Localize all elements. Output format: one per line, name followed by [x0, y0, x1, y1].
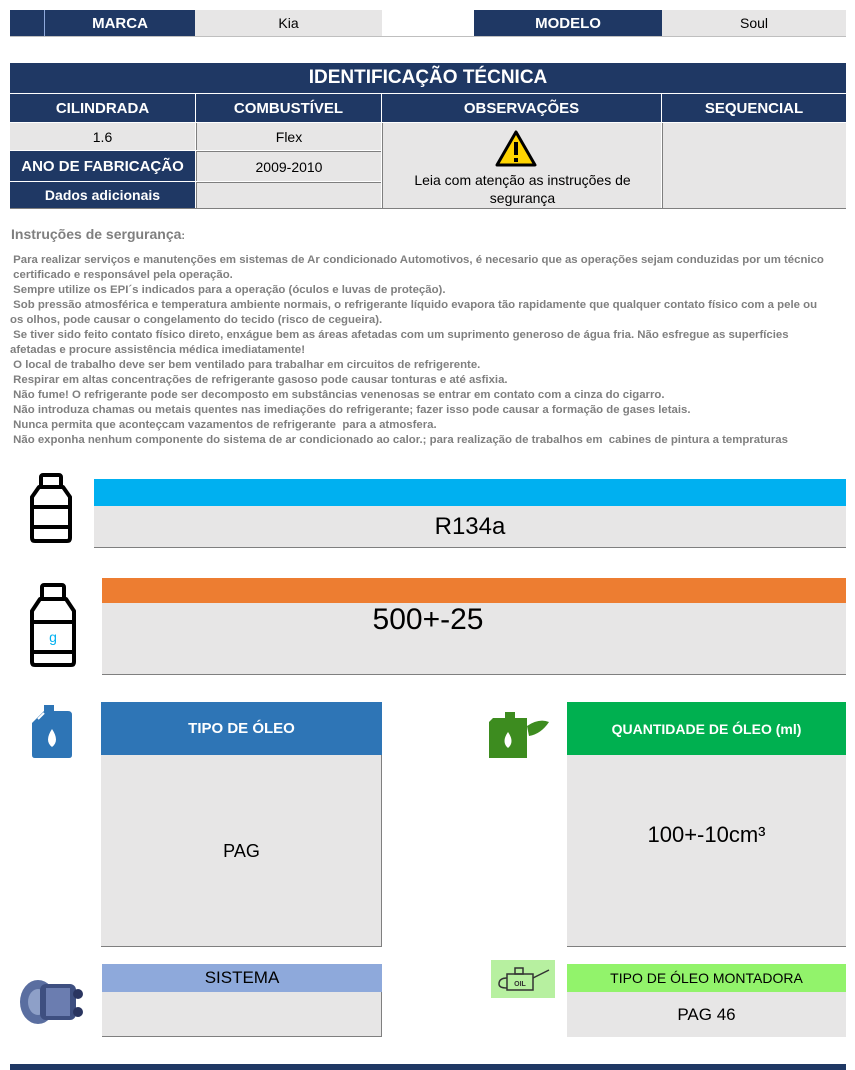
instruction-line: Respirar em altas concentrações de refrigerante gasoso pode causar tonturas e até asfixia.	[10, 374, 508, 386]
instruction-line: Se tiver sido feito contato físico direto, enxágue bem as áreas afetadas com um suprimento generoso de água fria. Não esfregue as superfícies	[10, 329, 789, 341]
gas-color-bar	[94, 479, 846, 506]
system-label: SISTEMA	[102, 964, 382, 992]
marca-spacer	[10, 10, 45, 36]
sequencial-value	[662, 123, 846, 208]
bottom-bar	[10, 1064, 846, 1070]
oil-jug-icon	[30, 703, 74, 759]
sequencial-label: SEQUENCIAL	[662, 94, 846, 122]
tech-title: IDENTIFICAÇÃO TÉCNICA	[10, 63, 846, 93]
cilindrada-label: CILINDRADA	[10, 94, 195, 122]
ano-label: ANO DE FABRICAÇÃO	[10, 151, 195, 181]
oil-quantity-value: 100+-10cm³	[647, 822, 766, 847]
refrigerant-bottle-grams-icon	[28, 582, 78, 668]
observacoes-line1: Leia com atenção as instruções de	[414, 172, 631, 188]
compressor-icon	[16, 972, 88, 1030]
modelo-label: MODELO	[474, 10, 662, 36]
instruction-line: certificado e responsável pela operação.	[10, 269, 233, 281]
quantity-cell	[102, 603, 846, 675]
instruction-line: Sempre utilize os EPI´s indicados para a operação (óculos e luvas de proteção).	[10, 284, 446, 296]
dados-value	[196, 182, 381, 208]
instruction-line: Não fume! O refrigerante pode ser decomposto em substâncias venenosas se entrar em contato com a cinza do cigarro.	[10, 389, 665, 401]
instruction-line: Não exponha nenhum componente do sistema de ar condicionado ao calor.; para realização de trabalhos em cabines de pintura a tempraturas	[10, 434, 788, 446]
instruction-line: Não introduza chamas ou metais quentes nas imediações do refrigerante; fazer isso pode causar a formação de gases letais.	[10, 404, 691, 416]
oil-can-icon	[491, 960, 555, 998]
dados-label: Dados adicionais	[10, 182, 195, 208]
instruction-line: afetadas e procure assistência médica imediatamente!	[10, 344, 306, 356]
warning-triangle-icon	[495, 130, 537, 168]
oil-quantity-cell	[567, 755, 846, 947]
instructions-title: Instruções de sergurança:	[11, 226, 186, 242]
oil-type-value	[101, 755, 382, 947]
combustivel-label: COMBUSTÍVEL	[196, 94, 381, 122]
instructions-list	[10, 253, 850, 448]
observacoes-label: OBSERVAÇÕES	[382, 94, 661, 122]
refrigerant-bottle-icon	[28, 472, 74, 544]
instruction-line: O local de trabalho deve ser bem ventilado para trabalhar em circuitos de refrigerente.	[10, 359, 481, 371]
marca-value: Kia	[195, 10, 382, 36]
cilindrada-value: 1.6	[10, 123, 195, 150]
instruction-line: os olhos, pode causar o congelamento do tecido (risco de cegueira).	[10, 314, 383, 326]
marca-label: MARCA	[92, 14, 148, 32]
montadora-label: TIPO DE ÓLEO MONTADORA	[567, 964, 846, 992]
montadora-value: PAG 46	[567, 992, 846, 1037]
combustivel-value: Flex	[196, 123, 381, 150]
quantity-value: 500+-25	[372, 603, 484, 636]
observacoes-line2: segurança	[489, 190, 556, 206]
oil-pour-icon	[483, 708, 553, 762]
svg-text:OIL: OIL	[514, 981, 526, 988]
quantity-color-bar	[102, 578, 846, 603]
oil-quantity-label: QUANTIDADE DE ÓLEO (ml)	[567, 702, 846, 755]
gas-value: R134a	[94, 506, 846, 548]
instruction-line: Sob pressão atmosférica e temperatura ambiente normais, o refrigerante líquido evapora tão rapidamente que qualquer contato físico com a pele ou	[10, 299, 818, 311]
svg-text:g: g	[49, 629, 57, 645]
modelo-value: Soul	[662, 10, 846, 36]
observacoes-cell	[382, 123, 661, 208]
oil-type-value-text: PAG	[223, 841, 260, 861]
instruction-line: Para realizar serviços e manutenções em sistemas de Ar condicionado Automotivos, é necesario que as operações sejam conduzidas por um técnico	[10, 254, 824, 266]
instruction-line: Nunca permita que aconteçcam vazamentos de refrigerante para a atmosfera.	[10, 419, 437, 431]
tech-bottom-border	[10, 208, 846, 209]
marca-header-bg	[10, 10, 195, 36]
oil-type-label: TIPO DE ÓLEO	[101, 702, 382, 755]
system-value	[102, 992, 382, 1037]
top-divider	[10, 36, 846, 37]
ano-value: 2009-2010	[196, 151, 381, 181]
